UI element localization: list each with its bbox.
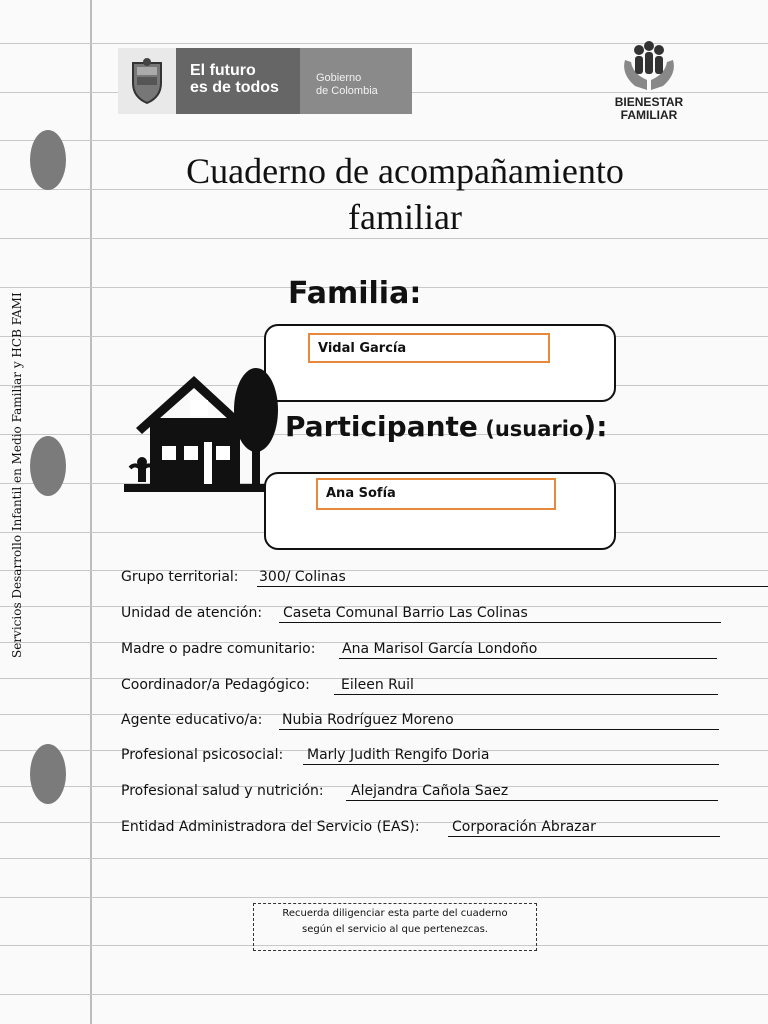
profesional-psicosocial-value[interactable]: Marly Judith Rengifo Doria — [307, 747, 490, 763]
eas-value[interactable]: Corporación Abrazar — [452, 819, 596, 835]
familia-label: Familia: — [288, 276, 422, 311]
agente-educativo-value[interactable]: Nubia Rodríguez Moreno — [282, 712, 454, 728]
binder-hole — [30, 744, 66, 804]
profesional-salud-value[interactable]: Alejandra Cañola Saez — [351, 783, 509, 799]
gov-logo-line1: El futuro — [190, 62, 256, 79]
title-line1: Cuaderno de acompañamiento — [186, 151, 624, 191]
binder-hole — [30, 436, 66, 496]
rule-line — [0, 994, 768, 995]
note-line2: según el servicio al que pertenezcas. — [302, 924, 488, 935]
gov-logo-line2: es de todos — [190, 79, 279, 96]
info-row-profesional-salud: Profesional salud y nutrición: Alejandra Cañola Saez — [121, 781, 721, 803]
unidad-atencion-value[interactable]: Caseta Comunal Barrio Las Colinas — [283, 605, 528, 621]
rule-line — [0, 858, 768, 859]
bienestar-familiar-logo — [604, 40, 694, 130]
government-logo — [118, 48, 412, 114]
participante-suffix: usuario — [494, 417, 584, 441]
colombia-crest-icon — [118, 48, 176, 114]
title-line2: familiar — [348, 197, 462, 237]
grupo-territorial-value[interactable]: 300/ Colinas — [259, 569, 346, 585]
gov-logo-right1: Gobierno — [316, 72, 362, 84]
rule-line — [0, 140, 768, 141]
note-line1: Recuerda diligenciar esta parte del cuaderno — [282, 908, 508, 919]
family-hands-icon — [617, 40, 681, 92]
info-row-grupo-territorial: Grupo territorial: 300/ Colinas — [121, 567, 721, 589]
binder-hole — [30, 130, 66, 190]
info-row-profesional-psicosocial: Profesional psicosocial: Marly Judith Rengifo Doria — [121, 745, 721, 767]
icbf-line1: BIENESTAR — [614, 95, 684, 109]
house-icon — [122, 366, 284, 496]
rule-line — [0, 897, 768, 898]
participante-input[interactable]: Ana Sofía — [316, 478, 556, 510]
margin-line — [90, 0, 92, 1024]
madre-padre-value[interactable]: Ana Marisol García Londoño — [342, 641, 538, 657]
info-row-coordinador: Coordinador/a Pedagógico: Eileen Ruil — [121, 675, 721, 697]
info-row-unidad-atencion: Unidad de atención: Caseta Comunal Barrio Las Colinas — [121, 603, 721, 625]
gov-logo-right2: de Colombia — [316, 85, 378, 97]
coordinador-value[interactable]: Eileen Ruil — [341, 677, 414, 693]
icbf-line2: FAMILIAR — [620, 108, 678, 122]
familia-input[interactable]: Vidal García — [308, 333, 550, 363]
participante-label: Participante (usuario): — [285, 410, 608, 443]
side-service-text: Servicios Desarrollo Infantil en Medio Familiar y HCB FAMI — [10, 292, 24, 658]
info-row-madre-padre: Madre o padre comunitario: Ana Marisol García Londoño — [121, 639, 721, 661]
info-row-eas: Entidad Administradora del Servicio (EAS): Corporación Abrazar — [121, 817, 721, 839]
reminder-note — [253, 903, 537, 951]
page-title — [120, 148, 690, 240]
info-row-agente-educativo: Agente educativo/a: Nubia Rodríguez Moreno — [121, 710, 721, 732]
